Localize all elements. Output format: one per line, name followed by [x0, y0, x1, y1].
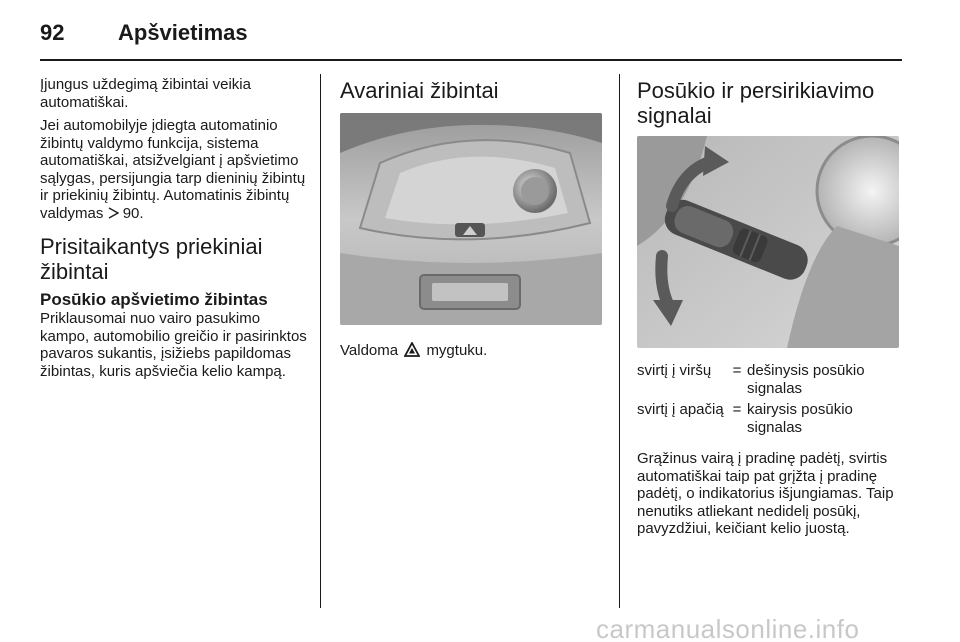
cornering-light-subheading: Posūkio apšvietimo žibintas — [40, 290, 268, 309]
definition-term: svirtį į apačią — [637, 401, 724, 418]
page-number: 92 — [40, 20, 65, 45]
hazard-lights-heading: Avariniai žibintai — [340, 78, 499, 103]
turn-signals-heading: Posūkio ir persirikiavimo signalai — [637, 78, 875, 128]
page-ref-arrow-icon — [108, 205, 119, 222]
definition-desc: dešinysis posūkio signalas — [747, 362, 865, 397]
auto-lights-paragraph: Įjungus uždegimą žibintai veikia automatiškai. — [40, 76, 251, 111]
hazard-caption — [340, 342, 608, 362]
lever-definitions — [637, 362, 905, 436]
hazard-caption-before: Valdoma — [340, 342, 399, 359]
auto-control-paragraph — [40, 117, 308, 222]
definition-equals: = — [732, 401, 742, 418]
chapter-title: Apšvietimas — [118, 20, 248, 45]
turn-signal-lever-photo — [637, 136, 899, 348]
column-middle — [340, 76, 608, 368]
watermark: carmanualsonline.info — [596, 614, 860, 642]
hazard-triangle-icon — [404, 342, 420, 362]
page-header — [40, 18, 910, 60]
hazard-switch-photo — [340, 113, 602, 325]
cornering-light-paragraph: Priklausomai nuo vairo pasukimo kampo, automobilio greičio ir pasirinktos pavaros sukantis, įsižiebs papildomas žibintas, kuris apšviečia kelio kampą. — [40, 310, 307, 380]
definition-term: svirtį į viršų — [637, 362, 712, 379]
auto-control-text: Jei automobilyje įdiegta automatinio žibintų valdymo funkcija, sistema automatiškai, atsižvelgiant į apšvietimo sąlygas, persijungia tarp dieninių žibintų ir priekinių žibintų. Automatinis žibintų valdymas — [40, 117, 306, 222]
column-divider-right — [619, 74, 620, 608]
header-rule — [40, 59, 902, 61]
lever-return-paragraph: Grąžinus vairą į pradinę padėtį, svirtis automatiškai taip pat grįžta į pradinę padėtį, o indikatorius išjungiamas. Taip nenutiks atliekant nedidelį posūkį, pavyzdžiui, keičiant kelio juostą. — [637, 450, 894, 537]
column-left — [40, 76, 308, 386]
definition-desc: kairysis posūkio signalas — [747, 401, 853, 436]
definition-row-up — [637, 362, 905, 397]
definition-row-down — [637, 401, 905, 436]
column-right — [637, 76, 905, 544]
page-ref-link[interactable]: 90. — [122, 204, 144, 222]
definition-equals: = — [732, 362, 742, 379]
adaptive-headlights-heading: Prisitaikantys priekiniai žibintai — [40, 234, 263, 284]
hazard-caption-after: mygtuku. — [426, 342, 488, 359]
column-divider-left — [320, 74, 321, 608]
